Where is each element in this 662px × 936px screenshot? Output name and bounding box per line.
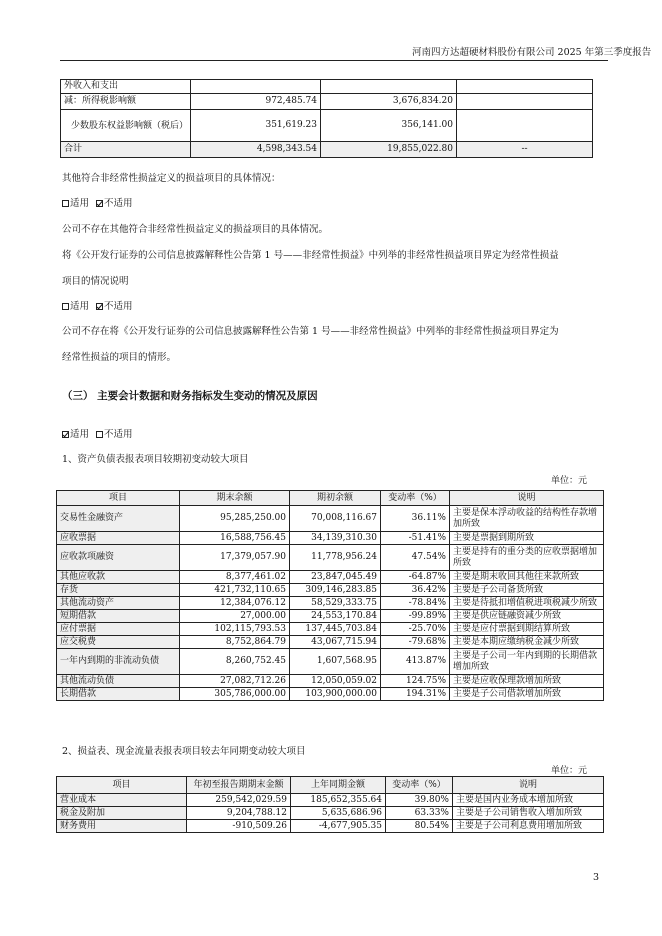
cell: 3,676,834.20	[321, 94, 457, 110]
value-cell: 1,607,568.95	[290, 649, 381, 675]
value-cell: 194.31%	[381, 688, 450, 701]
page-number: 3	[593, 872, 600, 883]
value-cell: 413.87%	[381, 649, 450, 675]
value-cell: -4,677,905.35	[291, 820, 386, 833]
note-cell: 主要是子公司销售收入增加所致	[453, 807, 604, 820]
table-header-row	[57, 491, 604, 506]
cell: 4,598,343.54	[191, 142, 321, 158]
row-label: 交易性金融资产	[57, 506, 180, 532]
listed-items-statement-line2: 经常性损益的项目的情形。	[62, 352, 177, 363]
value-cell: 16,588,756.45	[180, 532, 290, 545]
table-row	[57, 597, 604, 610]
column-header: 年初至报告期期末金额	[187, 777, 291, 794]
checkbox-applicable	[62, 303, 69, 310]
row-label: 其他应收款	[57, 571, 180, 584]
balance-sheet-caption: 1、资产负债表报表项目较期初变动较大项目	[62, 454, 249, 465]
cell: 972,485.74	[191, 94, 321, 110]
table-row	[57, 636, 604, 649]
cell	[191, 80, 321, 94]
value-cell: 47.54%	[381, 545, 450, 571]
cell	[457, 94, 593, 110]
table-row	[57, 688, 604, 701]
column-header: 项目	[57, 777, 187, 794]
row-label: 存货	[57, 584, 180, 597]
note-cell: 主要是期末收回其他往来款所致	[450, 571, 604, 584]
value-cell: 421,732,110.65	[180, 584, 290, 597]
column-header: 说明	[453, 777, 604, 794]
note-cell: 主要是应收保理款增加所致	[450, 675, 604, 688]
value-cell: 36.11%	[381, 506, 450, 532]
not-applicable-label: 不适用	[104, 198, 133, 209]
note-cell: 主要是国内业务成本增加所致	[453, 794, 604, 807]
value-cell: 259,542,029.59	[187, 794, 291, 807]
checkbox-applicable	[62, 200, 69, 207]
section-title: （三） 主要会计数据和财务指标发生变动的情况及原因	[62, 390, 318, 402]
value-cell: 58,529,333.75	[290, 597, 381, 610]
listed-items-line2: 项目的情况说明	[62, 276, 129, 287]
value-cell: 305,786,000.00	[180, 688, 290, 701]
other-items-applicability	[62, 195, 133, 209]
row-label: 少数股东权益影响额（税后）	[61, 110, 191, 142]
value-cell: 23,847,045.49	[290, 571, 381, 584]
note-cell: 主要是供应链融资减少所致	[450, 610, 604, 623]
cell	[457, 80, 593, 94]
cell: 351,619.23	[191, 110, 321, 142]
value-cell: 124.75%	[381, 675, 450, 688]
row-label: 合计	[61, 142, 191, 158]
value-cell: 9,204,788.12	[187, 807, 291, 820]
column-header: 变动率（%）	[381, 491, 450, 506]
row-label: 应付票据	[57, 623, 180, 636]
note-cell: 主要是票据到期所致	[450, 532, 604, 545]
value-cell: 309,146,283.85	[290, 584, 381, 597]
row-label: 其他流动负债	[57, 675, 180, 688]
value-cell: 185,652,355.64	[291, 794, 386, 807]
other-items-intro: 其他符合非经常性损益定义的损益项目的具体情况：	[62, 173, 281, 184]
header-rule	[60, 60, 608, 61]
table-row	[57, 649, 604, 675]
table-row	[57, 506, 604, 532]
value-cell: 8,260,752.45	[180, 649, 290, 675]
value-cell: 8,377,461.02	[180, 571, 290, 584]
cell: 356,141.00	[321, 110, 457, 142]
income-statement-table	[56, 776, 604, 833]
applicable-label: 适用	[70, 301, 90, 312]
applicable-label: 适用	[70, 429, 90, 440]
value-cell: 137,445,703.84	[290, 623, 381, 636]
value-cell: -78.84%	[381, 597, 450, 610]
value-cell: 36.42%	[381, 584, 450, 597]
row-label: 税金及附加	[57, 807, 187, 820]
checkbox-not-applicable-checked	[96, 303, 103, 310]
checkbox-applicable-checked	[62, 431, 69, 438]
table-row	[57, 545, 604, 571]
row-label: 减：所得税影响额	[61, 94, 191, 110]
row-label: 一年内到期的非流动负债	[57, 649, 180, 675]
listed-items-statement-line1: 公司不存在将《公开发行证券的公司信息披露解释性公告第 1 号——非经常性损益》中列举的非经常性损益项目界定为	[62, 326, 559, 337]
column-header: 期初余额	[290, 491, 381, 506]
value-cell: 12,384,076.12	[180, 597, 290, 610]
income-statement-caption: 2、损益表、现金流量表报表项目较去年同期变动较大项目	[62, 746, 306, 757]
table-row	[57, 623, 604, 636]
table-row	[61, 110, 593, 142]
page-header: 河南四方达超硬材料股份有限公司 2025 年第三季度报告	[412, 47, 652, 58]
column-header: 说明	[450, 491, 604, 506]
value-cell: 80.54%	[386, 820, 453, 833]
income-statement-unit: 单位：元	[551, 766, 588, 776]
table-row	[57, 794, 604, 807]
table-row	[57, 571, 604, 584]
note-cell: 主要是保本浮动收益的结构性存款增加所致	[450, 506, 604, 532]
note-cell: 主要是应付票据到期结算所致	[450, 623, 604, 636]
note-cell: 主要是持有的重分类的应收票据增加所致	[450, 545, 604, 571]
value-cell: 12,050,059.02	[290, 675, 381, 688]
row-label: 长期借款	[57, 688, 180, 701]
value-cell: -25.70%	[381, 623, 450, 636]
listed-items-applicability	[62, 298, 133, 312]
row-label: 其他流动资产	[57, 597, 180, 610]
value-cell: 102,115,793.53	[180, 623, 290, 636]
table-row	[57, 584, 604, 597]
table-header-row	[57, 777, 604, 794]
table-row	[61, 94, 593, 110]
column-header: 上年同期金额	[291, 777, 386, 794]
value-cell: 43,067,715.94	[290, 636, 381, 649]
row-label: 短期借款	[57, 610, 180, 623]
table-row	[61, 142, 593, 158]
section3-applicability	[62, 426, 133, 440]
row-label: 营业成本	[57, 794, 187, 807]
note-cell: 主要是子公司备货所致	[450, 584, 604, 597]
cell	[457, 110, 593, 142]
value-cell: -51.41%	[381, 532, 450, 545]
value-cell: 5,635,686.96	[291, 807, 386, 820]
value-cell: 63.33%	[386, 807, 453, 820]
row-label: 应收票据	[57, 532, 180, 545]
value-cell: 17,379,057.90	[180, 545, 290, 571]
row-label: 应交税费	[57, 636, 180, 649]
not-applicable-label: 不适用	[104, 301, 133, 312]
checkbox-not-applicable	[96, 431, 103, 438]
row-label: 外收入和支出	[61, 80, 191, 94]
value-cell: -64.87%	[381, 571, 450, 584]
value-cell: 70,008,116.67	[290, 506, 381, 532]
table-row	[57, 532, 604, 545]
non-recurring-table	[60, 79, 593, 158]
applicable-label: 适用	[70, 198, 90, 209]
value-cell: 39.80%	[386, 794, 453, 807]
value-cell: 95,285,250.00	[180, 506, 290, 532]
value-cell: 24,553,170.84	[290, 610, 381, 623]
cell: 19,855,022.80	[321, 142, 457, 158]
checkbox-not-applicable-checked	[96, 200, 103, 207]
table-row	[57, 807, 604, 820]
column-header: 项目	[57, 491, 180, 506]
table-row	[57, 610, 604, 623]
value-cell: 11,778,956.24	[290, 545, 381, 571]
column-header: 变动率（%）	[386, 777, 453, 794]
value-cell: 8,752,864.79	[180, 636, 290, 649]
value-cell: 27,000.00	[180, 610, 290, 623]
cell: --	[457, 142, 593, 158]
table-row	[61, 80, 593, 94]
note-cell: 主要是子公司借款增加所致	[450, 688, 604, 701]
value-cell: 103,900,000.00	[290, 688, 381, 701]
row-label: 财务费用	[57, 820, 187, 833]
value-cell: -910,509.26	[187, 820, 291, 833]
value-cell: -99.89%	[381, 610, 450, 623]
value-cell: -79.68%	[381, 636, 450, 649]
note-cell: 主要是本期应缴纳税金减少所致	[450, 636, 604, 649]
table-row	[57, 675, 604, 688]
table-row	[57, 820, 604, 833]
column-header: 期末余额	[180, 491, 290, 506]
value-cell: 27,082,712.26	[180, 675, 290, 688]
other-items-statement: 公司不存在其他符合非经常性损益定义的损益项目的具体情况。	[62, 224, 329, 235]
listed-items-line1: 将《公开发行证券的公司信息披露解释性公告第 1 号——非经常性损益》中列举的非经常性损益项目界定为经常性损益	[62, 250, 559, 261]
balance-sheet-unit: 单位：元	[551, 476, 588, 486]
balance-sheet-table	[56, 490, 604, 701]
note-cell: 主要是待抵扣增值税进项税减少所致	[450, 597, 604, 610]
note-cell: 主要是子公司利息费用增加所致	[453, 820, 604, 833]
not-applicable-label: 不适用	[104, 429, 133, 440]
value-cell: 34,139,310.30	[290, 532, 381, 545]
row-label: 应收款项融资	[57, 545, 180, 571]
note-cell: 主要是子公司一年内到期的长期借款增加所致	[450, 649, 604, 675]
cell	[321, 80, 457, 94]
